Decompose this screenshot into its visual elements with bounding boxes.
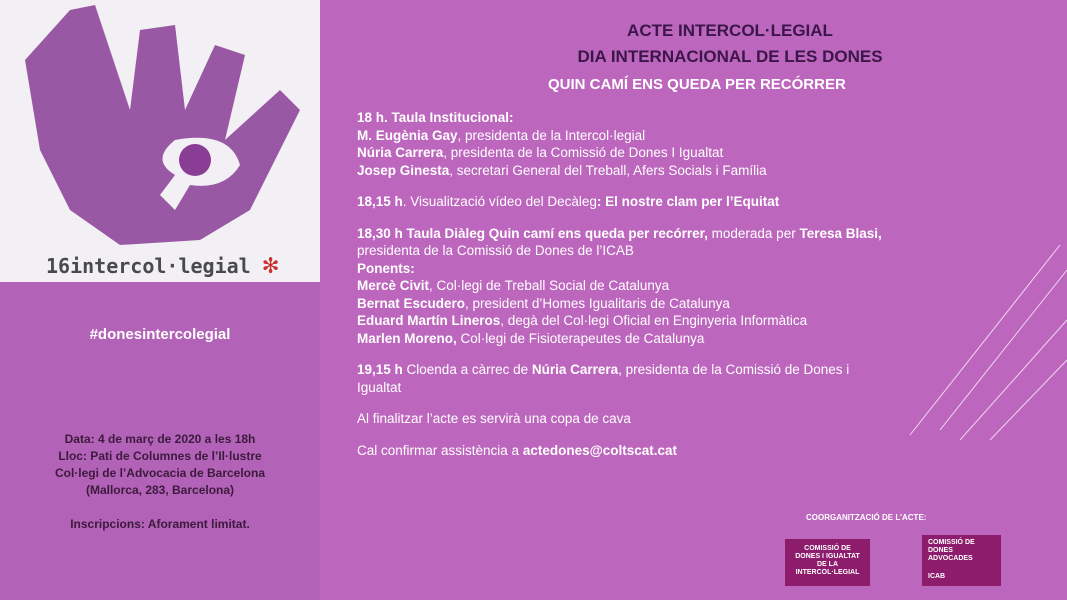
info-registration: Inscripcions: Aforament limitat. <box>70 517 250 531</box>
info-date: Data: 4 de març de 2020 a les 18h <box>64 432 256 446</box>
badge-line: ADVOCADES <box>928 555 973 562</box>
decorative-lines <box>900 240 1067 440</box>
badge-line: DONES <box>928 547 953 554</box>
hand-logo <box>0 0 320 282</box>
moderator-role: presidenta de la Comissió de Dones de l’ICAB <box>357 243 634 258</box>
speaker-name: M. Eugènia Gay <box>357 127 458 143</box>
coorg-label: COORGANITZACIÓ DE L’ACTE: <box>806 513 927 522</box>
closing-role: , presidenta de la Comissió de Dones i <box>618 362 850 377</box>
title-line-1: ACTE INTERCOL·LEGIAL <box>627 21 833 40</box>
badge-line: COMISSIÓ DE <box>928 539 975 546</box>
speaker-name: Mercè Civit <box>357 278 430 293</box>
session2-time: 18,15 h <box>357 194 403 209</box>
session1-title: 18 h. Taula Institucional: <box>357 110 514 125</box>
closing-speaker: Núria Carrera <box>531 362 619 377</box>
badge-line: INTERCOL·LEGIAL <box>795 569 860 576</box>
speaker-role: , degà del Col·legi Oficial en Enginyeria Informàtica <box>500 313 808 328</box>
title-line-2: DIA INTERNACIONAL DE LES DONES <box>577 47 883 66</box>
event-info <box>0 431 320 533</box>
logo-prefix: 16 <box>46 254 71 278</box>
speaker-role: , presidenta de la Comissió de Dones I Igualtat <box>443 145 724 160</box>
moderator-name: Teresa Blasi, <box>799 225 882 241</box>
session3-text: moderada per <box>707 225 800 241</box>
speaker-name: Josep Ginesta <box>357 162 450 178</box>
logo-word: intercol·legial <box>70 254 251 278</box>
confirm-text: Cal confirmar assistència a <box>357 442 523 458</box>
logo-text <box>46 250 278 280</box>
left-panel <box>0 0 320 600</box>
speaker-role: Col·legi de Fisioterapeutes de Catalunya <box>456 330 705 346</box>
subtitle: QUIN CAMÍ ENS QUEDA PER RECÓRRER <box>548 76 846 93</box>
closing-role-2: Igualtat <box>357 379 402 395</box>
program <box>357 109 987 459</box>
info-place: Lloc: Pati de Columnes de l’Il·lustre <box>58 449 262 463</box>
info-address: (Mallorca, 283, Barcelona) <box>85 483 235 497</box>
email-link[interactable]: actedones@coltscat.cat <box>522 442 678 458</box>
badge-line: DE LA <box>817 561 838 568</box>
badge-line: DONES I IGUALTAT <box>795 553 860 560</box>
session2-title: : El nostre clam per l’Equitat <box>596 194 780 209</box>
session4-text: Cloenda a càrrec de <box>402 362 532 377</box>
speaker-role: , presidenta de la Intercol·legial <box>457 127 646 143</box>
speaker-name: Bernat Escudero <box>357 295 466 311</box>
info-place-2: Col·legi de l’Advocacia de Barcelona <box>54 466 266 480</box>
cava-note: Al finalitzar l’acte es servirà una copa de cava <box>357 411 631 426</box>
badge-line: ICAB <box>928 573 946 580</box>
session3-title: 18,30 h Taula Diàleg Quin camí ens queda per recórrer, <box>357 225 708 241</box>
session2-text: . Visualització vídeo del Decàleg <box>402 194 597 209</box>
speaker-name: Marlen Moreno, <box>357 330 457 346</box>
speaker-name: Núria Carrera <box>357 145 444 160</box>
session4-time: 19,15 h <box>357 362 403 377</box>
badge-icab <box>922 535 1001 586</box>
ponents-label: Ponents: <box>357 260 415 276</box>
info-spacer <box>0 499 320 516</box>
logo-image <box>0 0 320 282</box>
badge-comissio-intercollegial <box>785 539 870 586</box>
badge-line: COMISSIÓ DE <box>804 545 851 552</box>
speaker-role: , Col·legi de Treball Social de Catalunya <box>429 278 670 293</box>
hashtag: #donesintercolegial <box>89 326 231 343</box>
speaker-role: , secretari General del Treball, Afers Socials i Família <box>449 162 767 178</box>
speaker-role: , president d’Homes Igualitaris de Catalunya <box>465 295 730 311</box>
asterisk-icon: ✻ <box>262 250 279 280</box>
speaker-name: Eduard Martín Lineros <box>357 313 501 328</box>
